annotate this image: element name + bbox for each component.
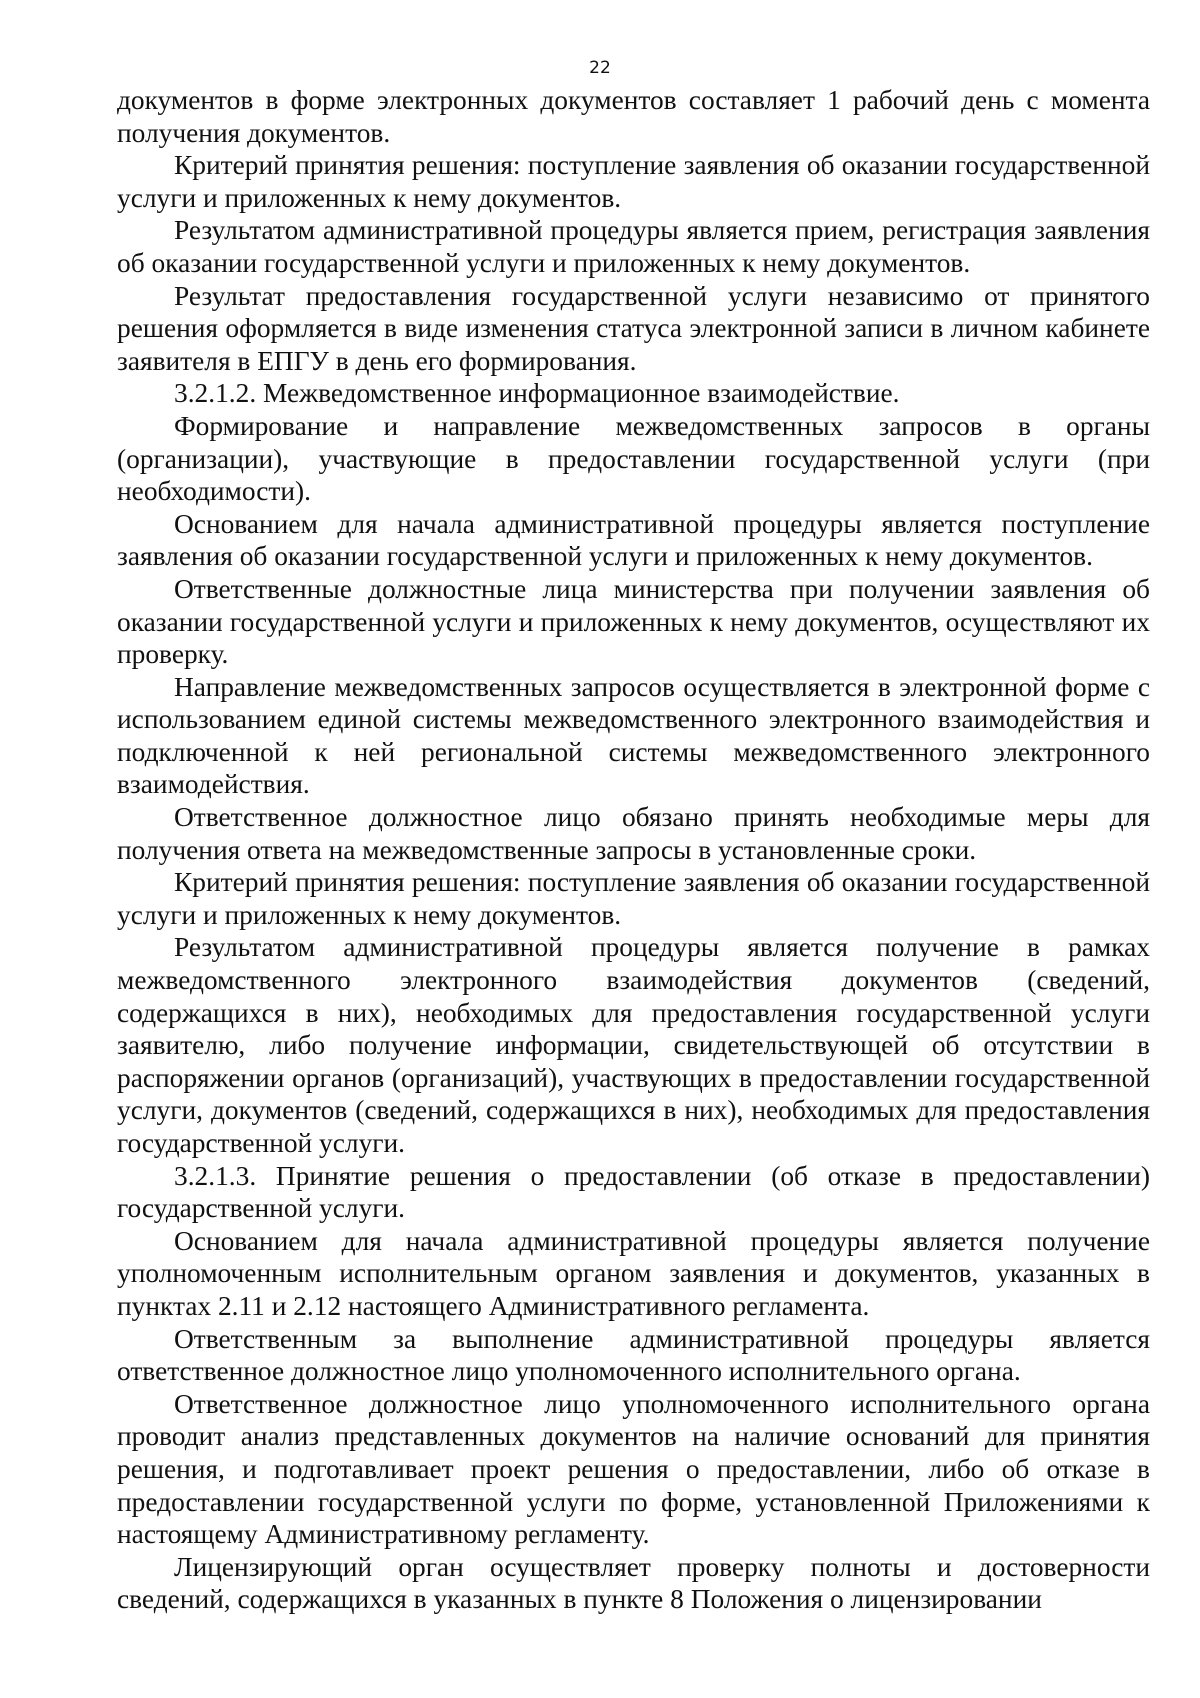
paragraph: Направление межведомственных запросов осуществляется в электронной форме с использованием единой системы межведомственного электронного взаимодействия и подключенной к ней региональной системы межведомственного электронного взаимодействия. [117,671,1150,800]
paragraph: Критерий принятия решения: поступление заявления об оказании государственной услуги и приложенных к нему документов. [117,867,1150,930]
document-body [117,84,1150,1616]
paragraph: Результат предоставления государственной услуги независимо от принятого решения оформляется в виде изменения статуса электронной записи в личном кабинете заявителя в ЕПГУ в день его формирования. [117,280,1150,376]
paragraph: Основанием для начала административной процедуры является поступление заявления об оказании государственной услуги и приложенных к нему документов. [117,508,1150,572]
page-number: 22 [589,58,611,78]
paragraph: Лицензирующий орган осуществляет проверку полноты и достоверности сведений, содержащихся в указанных в пункте 8 Положения о лицензировании [117,1551,1150,1615]
paragraph: Результатом административной процедуры является получение в рамках межведомственного электронного взаимодействия документов (сведений, содержащихся в них), необходимых для предоставления государственной услуги заявителю, либо получение информации, свидетельствующей об отсутствии в распоряжении органов (организаций), участвующих в предоставлении государственной услуги, документов (сведений, содержащихся в них), необходимых для предоставления государственной услуги. [117,932,1150,1158]
paragraph: Ответственное должностное лицо обязано принять необходимые меры для получения ответа на межведомственные запросы в установленные сроки. [117,802,1150,865]
paragraph: Ответственное должностное лицо уполномоченного исполнительного органа проводит анализ представленных документов на наличие оснований для принятия решения, и подготавливает проект решения о предоставлении, либо об отказе в предоставлении государственной услуги по форме, установленной Приложениями к настоящему Административному регламенту. [117,1388,1150,1550]
paragraph: документов в форме электронных документов составляет 1 рабочий день с момента получения документов. [117,85,1150,148]
paragraph: Основанием для начала административной процедуры является получение уполномоченным исполнительным органом заявления и документов, указанных в пунктах 2.11 и 2.12 настоящего Административного регламента. [117,1225,1150,1321]
paragraph: Формирование и направление межведомственных запросов в органы (организации), участвующие в предоставлении государственной услуги (при необходимости). [117,410,1150,507]
paragraph: Критерий принятия решения: поступление заявления об оказании государственной услуги и приложенных к нему документов. [117,150,1150,213]
section-heading-3-2-1-2: 3.2.1.2. Межведомственное информационное взаимодействие. [174,378,900,409]
section-heading-3-2-1-3: 3.2.1.3. Принятие решения о предоставлении (об отказе в предоставлении) государственной услуги. [117,1160,1150,1224]
paragraph: Результатом административной процедуры является прием, регистрация заявления об оказании государственной услуги и приложенных к нему документов. [117,215,1150,278]
paragraph: Ответственные должностные лица министерства при получении заявления об оказании государственной услуги и приложенных к нему документов, осуществляют их проверку. [117,573,1150,670]
paragraph: Ответственным за выполнение административной процедуры является ответственное должностное лицо уполномоченного исполнительного органа. [117,1323,1150,1387]
